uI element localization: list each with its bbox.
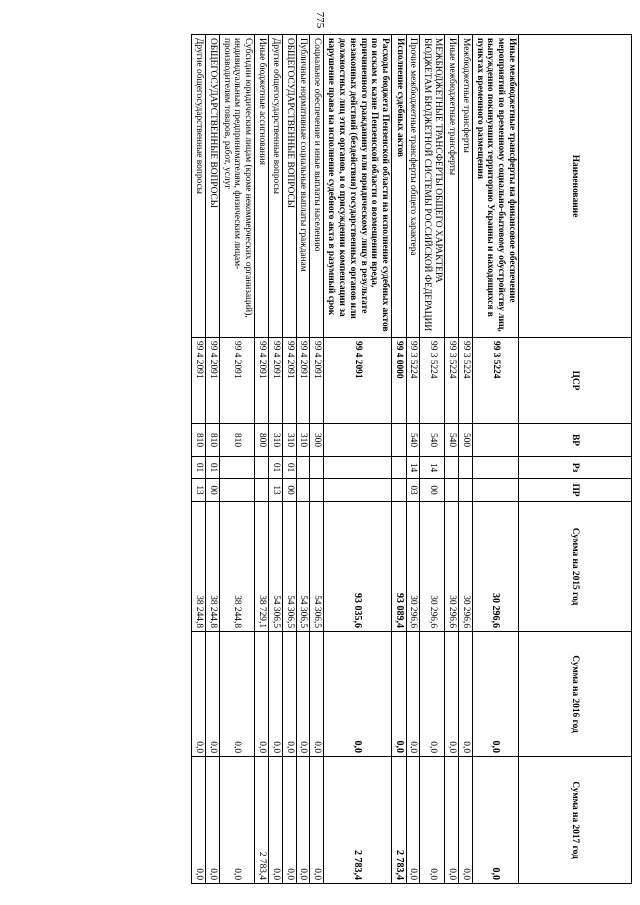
- cell-csr: 99 4 0000: [392, 338, 407, 424]
- table-row: [392, 35, 407, 884]
- header-rz: Рз: [519, 457, 632, 479]
- table-row: [282, 35, 296, 884]
- cell-name: Межбюджетные трансферты: [458, 35, 472, 338]
- cell-sum-2017: 0,0: [406, 757, 420, 884]
- table-row: [406, 35, 420, 884]
- cell-sum-2017: 2 783,4: [392, 757, 407, 884]
- table-header-row: [519, 35, 632, 884]
- cell-vr: 540: [420, 424, 445, 457]
- cell-pr: 00: [420, 479, 445, 502]
- cell-pr: [296, 479, 310, 502]
- cell-sum-2017: 0,0: [310, 757, 324, 884]
- cell-csr: 99 4 2091: [192, 338, 206, 424]
- cell-sum-2017: 0,0: [296, 757, 310, 884]
- table-row: [324, 35, 392, 884]
- cell-sum-2015: 93 089,4: [392, 502, 407, 632]
- cell-sum-2016: 0,0: [472, 632, 518, 757]
- cell-rz: [458, 457, 472, 479]
- cell-sum-2016: 0,0: [310, 632, 324, 757]
- cell-csr: 99 3 5224: [445, 338, 459, 424]
- cell-pr: [472, 479, 518, 502]
- cell-rz: [255, 457, 269, 479]
- cell-pr: [392, 479, 407, 502]
- cell-sum-2016: 0,0: [282, 632, 296, 757]
- cell-sum-2016: 0,0: [269, 632, 283, 757]
- cell-rz: 14: [406, 457, 420, 479]
- header-sum-2015: Сумма на 2015 год: [519, 502, 632, 632]
- cell-rz: 14: [420, 457, 445, 479]
- table-row: [472, 35, 518, 884]
- cell-pr: 13: [269, 479, 283, 502]
- cell-name: Публичные нормативные социальные выплаты гражданам: [296, 35, 310, 338]
- rotated-page-area: [81, 34, 632, 883]
- cell-vr: 310: [282, 424, 296, 457]
- cell-vr: 540: [406, 424, 420, 457]
- cell-csr: 99 4 2091: [296, 338, 310, 424]
- cell-pr: 00: [206, 479, 220, 502]
- cell-pr: 13: [192, 479, 206, 502]
- cell-name: Иные бюджетные ассигнования: [255, 35, 269, 338]
- cell-csr: 99 3 5224: [406, 338, 420, 424]
- cell-sum-2015: 54 306,5: [310, 502, 324, 632]
- cell-sum-2015: 38 244,8: [192, 502, 206, 632]
- table-row: [458, 35, 472, 884]
- header-sum-2017: Сумма на 2017 год: [519, 757, 632, 884]
- cell-vr: 810: [206, 424, 220, 457]
- cell-sum-2016: 0,0: [255, 632, 269, 757]
- cell-name: Исполнение судебных актов: [392, 35, 407, 338]
- cell-pr: [445, 479, 459, 502]
- header-csr: ЦСР: [519, 338, 632, 424]
- cell-pr: [255, 479, 269, 502]
- cell-csr: 99 4 2091: [310, 338, 324, 424]
- cell-vr: [324, 424, 392, 457]
- cell-name: МЕЖБЮДЖЕТНЫЕ ТРАНСФЕРТЫ ОБЩЕГО ХАРАКТЕРА БЮДЖЕТАМ БЮДЖЕТНОЙ СИСТЕМЫ РОССИЙСКОЙ ФЕДЕРАЦИИ: [420, 35, 445, 338]
- cell-rz: 01: [269, 457, 283, 479]
- cell-sum-2017: 2 783,4: [324, 757, 392, 884]
- cell-name: Расходы бюджета Пензенской области на исполнение судебных актов по искам к казне Пензенской области о возмещении вреда, причиненного гражданину или юридическому лицу в результате незаконных действий (бездействия) государственных органов или должностных лиц этих органов, и о присуждении компенсации за нарушение права на исполнение судебного акта в разумный срок: [324, 35, 392, 338]
- table-row: [269, 35, 283, 884]
- cell-csr: 99 4 2091: [269, 338, 283, 424]
- cell-sum-2016: 0,0: [458, 632, 472, 757]
- cell-sum-2015: 54 306,5: [269, 502, 283, 632]
- cell-sum-2017: 0,0: [192, 757, 206, 884]
- cell-vr: 310: [296, 424, 310, 457]
- cell-pr: [324, 479, 392, 502]
- cell-name: ОБЩЕГОСУДАРСТВЕННЫЕ ВОПРОСЫ: [282, 35, 296, 338]
- table-row: [310, 35, 324, 884]
- cell-sum-2015: 54 306,5: [296, 502, 310, 632]
- table-row: [219, 35, 254, 884]
- cell-sum-2016: 0,0: [192, 632, 206, 757]
- cell-name: ОБЩЕГОСУДАРСТВЕННЫЕ ВОПРОСЫ: [206, 35, 220, 338]
- cell-vr: 500: [458, 424, 472, 457]
- cell-rz: [445, 457, 459, 479]
- cell-sum-2015: 38 244,8: [206, 502, 220, 632]
- cell-rz: [324, 457, 392, 479]
- cell-sum-2017: 0,0: [472, 757, 518, 884]
- cell-sum-2016: 0,0: [324, 632, 392, 757]
- cell-name: Другие общегосударственные вопросы: [269, 35, 283, 338]
- cell-rz: [392, 457, 407, 479]
- table-row: [420, 35, 445, 884]
- cell-pr: 03: [406, 479, 420, 502]
- cell-vr: [472, 424, 518, 457]
- cell-rz: [219, 457, 254, 479]
- cell-name: Иные межбюджетные трансферты: [445, 35, 459, 338]
- cell-sum-2015: 38 244,8: [219, 502, 254, 632]
- cell-sum-2016: 0,0: [296, 632, 310, 757]
- cell-vr: 800: [255, 424, 269, 457]
- cell-csr: 99 3 5224: [458, 338, 472, 424]
- cell-sum-2017: 2 783,4: [255, 757, 269, 884]
- cell-sum-2016: 0,0: [406, 632, 420, 757]
- cell-csr: 99 3 5224: [420, 338, 445, 424]
- cell-rz: [296, 457, 310, 479]
- landscape-content: [81, 34, 632, 883]
- cell-csr: 99 4 2091: [324, 338, 392, 424]
- cell-sum-2017: 0,0: [206, 757, 220, 884]
- table-row: [255, 35, 269, 884]
- cell-pr: 00: [282, 479, 296, 502]
- header-name: Наименование: [519, 35, 632, 338]
- table-row: [445, 35, 459, 884]
- cell-csr: 99 4 2091: [282, 338, 296, 424]
- cell-sum-2017: 0,0: [282, 757, 296, 884]
- cell-sum-2017: 0,0: [219, 757, 254, 884]
- cell-pr: [310, 479, 324, 502]
- cell-sum-2015: 30 296,6: [406, 502, 420, 632]
- cell-name: Субсидии юридическим лицам (кроме некоммерческих организаций), индивидуальным предпринимателям, физическим лицам-производителям товаров, работ, услуг: [219, 35, 254, 338]
- cell-name: Прочие межбюджетные трансферты общего характера: [406, 35, 420, 338]
- table-row: [296, 35, 310, 884]
- header-vr: ВР: [519, 424, 632, 457]
- cell-vr: 810: [192, 424, 206, 457]
- cell-rz: 01: [282, 457, 296, 479]
- header-sum-2016: Сумма на 2016 год: [519, 632, 632, 757]
- cell-csr: 99 4 2091: [206, 338, 220, 424]
- cell-vr: 310: [269, 424, 283, 457]
- cell-sum-2015: 38 729,1: [255, 502, 269, 632]
- cell-csr: 99 4 2091: [255, 338, 269, 424]
- cell-vr: 540: [445, 424, 459, 457]
- cell-pr: [458, 479, 472, 502]
- cell-sum-2015: 54 306,5: [282, 502, 296, 632]
- cell-sum-2016: 0,0: [420, 632, 445, 757]
- header-pr: ПР: [519, 479, 632, 502]
- table-row: [206, 35, 220, 884]
- cell-rz: [310, 457, 324, 479]
- budget-table: [191, 34, 632, 884]
- page-number: 775: [314, 11, 326, 29]
- cell-sum-2015: 30 296,6: [458, 502, 472, 632]
- cell-name: Другие общегосударственные вопросы: [192, 35, 206, 338]
- cell-rz: [472, 457, 518, 479]
- cell-sum-2016: 0,0: [206, 632, 220, 757]
- cell-name: Социальное обеспечение и иные выплаты населению: [310, 35, 324, 338]
- cell-rz: 01: [192, 457, 206, 479]
- cell-rz: 01: [206, 457, 220, 479]
- cell-vr: 300: [310, 424, 324, 457]
- cell-sum-2015: 30 296,6: [420, 502, 445, 632]
- cell-csr: 99 3 5224: [472, 338, 518, 424]
- cell-name: Иные межбюджетные трансферты на финансовое обеспечение мероприятий по временному социально-бытовому обустройству лиц, вынужденно покинувших территорию Украины и находящихся в пунктах временного размещения: [472, 35, 518, 338]
- cell-sum-2015: 30 296,6: [472, 502, 518, 632]
- cell-pr: [219, 479, 254, 502]
- cell-vr: [392, 424, 407, 457]
- cell-sum-2016: 0,0: [445, 632, 459, 757]
- table-body: [192, 35, 519, 884]
- table-row: [192, 35, 206, 884]
- cell-vr: 810: [219, 424, 254, 457]
- cell-sum-2016: 0,0: [219, 632, 254, 757]
- cell-sum-2017: 0,0: [420, 757, 445, 884]
- cell-sum-2015: 30 296,6: [445, 502, 459, 632]
- cell-sum-2016: 0,0: [392, 632, 407, 757]
- cell-sum-2015: 93 035,6: [324, 502, 392, 632]
- cell-sum-2017: 0,0: [445, 757, 459, 884]
- cell-csr: 99 4 2091: [219, 338, 254, 424]
- cell-sum-2017: 0,0: [458, 757, 472, 884]
- cell-sum-2017: 0,0: [269, 757, 283, 884]
